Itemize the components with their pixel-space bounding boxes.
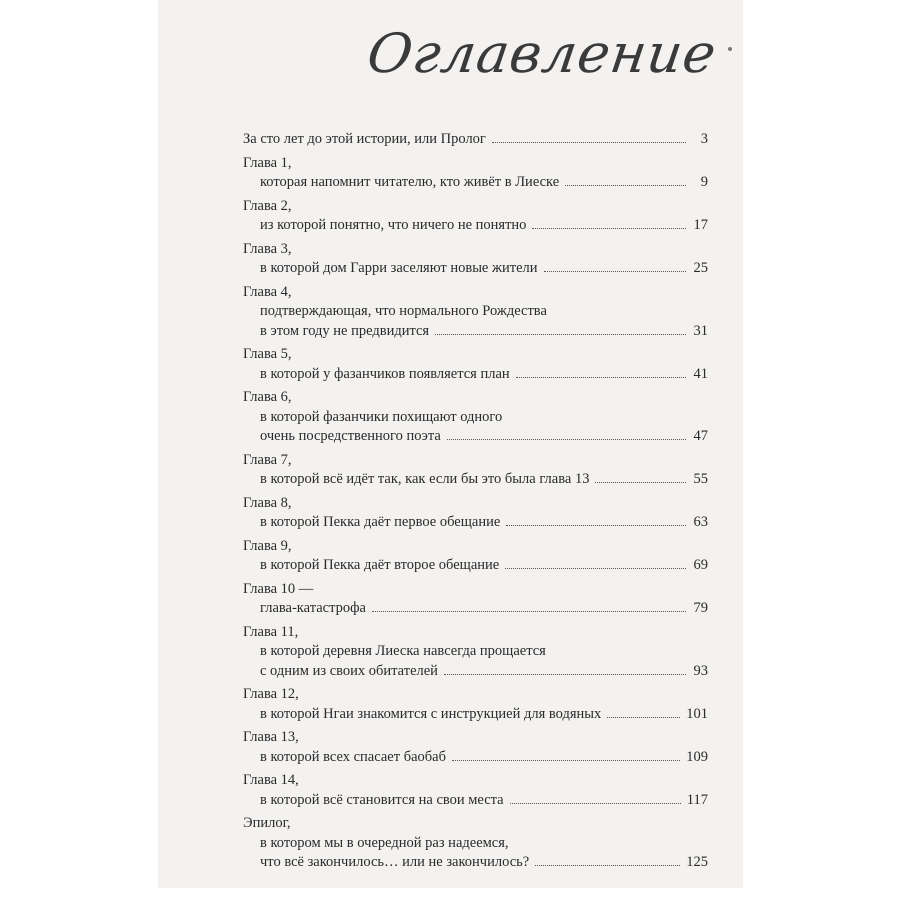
dot-leader xyxy=(595,482,686,483)
toc-entry-text: в которой Пекка даёт второе обещание xyxy=(260,557,500,573)
toc-entry-text: в которой дом Гарри заселяют новые жители xyxy=(260,260,538,276)
page-number: 55 xyxy=(693,471,708,487)
toc-entry-subtitle-line xyxy=(243,302,708,322)
toc-entry-subtitle-line xyxy=(243,259,708,279)
toc-entry-subtitle-line xyxy=(243,834,708,854)
dot-leader xyxy=(607,717,680,718)
toc-entry-heading-line xyxy=(243,728,708,748)
page-number: 109 xyxy=(686,748,708,765)
toc-entry xyxy=(243,345,708,384)
toc-entry-text: Глава 1, xyxy=(243,154,292,171)
page-number: 101 xyxy=(686,705,708,722)
toc-entry xyxy=(243,154,708,193)
toc-entry-text: очень посредственного поэта xyxy=(260,428,441,444)
toc-entry-text: Глава 5, xyxy=(243,346,292,362)
dot-leader xyxy=(506,525,686,526)
toc-entry-subtitle-line xyxy=(243,599,708,619)
toc-entry xyxy=(243,728,708,767)
toc-entry-subtitle-line xyxy=(243,427,708,447)
toc-entry-heading-line xyxy=(243,623,708,643)
toc-entry xyxy=(243,130,708,150)
toc-entry-heading-line xyxy=(243,814,708,834)
toc-entry-text: Глава 3, xyxy=(243,240,292,257)
toc-entry-heading-line xyxy=(243,345,708,365)
toc-entry xyxy=(243,197,708,236)
toc-entry-subtitle-line xyxy=(243,173,708,193)
toc-entry-text: в которой фазанчики похищают одного xyxy=(260,408,503,425)
toc-entry xyxy=(243,494,708,533)
toc-entry-text: в которой всё становится на свои места xyxy=(260,791,504,808)
page-number: 117 xyxy=(686,791,708,808)
toc-entry-text: с одним из своих обитателей xyxy=(260,662,438,679)
toc-entry-subtitle-line xyxy=(243,470,708,490)
decorative-dot xyxy=(728,47,732,51)
page-number: 69 xyxy=(693,557,708,573)
toc-entry-subtitle-line xyxy=(243,662,708,682)
toc-entry xyxy=(243,623,708,682)
toc-entry-text: в которой всё идёт так, как если бы это была глава 13 xyxy=(260,471,590,487)
page-number: 31 xyxy=(693,322,708,339)
page-number: 79 xyxy=(693,600,708,616)
toc-entry-text: в котором мы в очередной раз надеемся, xyxy=(260,834,509,851)
dot-leader xyxy=(492,142,686,143)
toc-entry-heading-line xyxy=(243,388,708,408)
toc-entry-subtitle-line xyxy=(243,365,708,385)
toc-entry xyxy=(243,685,708,724)
page-number: 3 xyxy=(700,131,708,147)
dot-leader xyxy=(532,228,686,229)
toc-entry-text: которая напомнит читателю, кто живёт в Лиеске xyxy=(260,174,560,190)
toc-entry-text: в которой деревня Лиеска навсегда прощается xyxy=(260,643,546,659)
toc-entry-text: Глава 4, xyxy=(243,283,292,300)
page-number: 63 xyxy=(693,514,708,530)
toc-entry-text: из которой понятно, что ничего не понятно xyxy=(260,217,527,233)
toc-entry-text: Глава 10 — xyxy=(243,580,314,597)
toc-entry-text: За сто лет до этой истории, или Пролог xyxy=(243,131,486,147)
page-number: 25 xyxy=(693,260,708,276)
dot-leader xyxy=(535,865,680,866)
page-number: 47 xyxy=(693,428,708,444)
toc-entry-text: Эпилог, xyxy=(243,815,291,831)
toc-entry-text: Глава 13, xyxy=(243,729,299,745)
dot-leader xyxy=(510,803,681,804)
toc-entry-heading-line xyxy=(243,283,708,303)
page-number: 9 xyxy=(700,174,708,190)
toc-entry-text: в которой у фазанчиков появляется план xyxy=(260,365,510,382)
page-title: Оглавление xyxy=(363,22,721,85)
dot-leader xyxy=(452,760,680,761)
page-number: 125 xyxy=(686,854,708,870)
toc-entry-subtitle-line xyxy=(243,791,708,811)
toc-entry-subtitle-line xyxy=(243,216,708,236)
toc-entry-subtitle-line xyxy=(243,556,708,576)
toc-entry xyxy=(243,388,708,447)
toc-entry-heading-line xyxy=(243,154,708,174)
toc-entry-subtitle-line xyxy=(243,322,708,342)
toc-entry-heading-line xyxy=(243,537,708,557)
toc-entry-subtitle-line xyxy=(243,408,708,428)
toc-entry-heading-line xyxy=(243,580,708,600)
toc-entry-text: подтверждающая, что нормального Рождества xyxy=(260,303,547,319)
toc-entry-text: в которой Нгаи знакомится с инструкцией для водяных xyxy=(260,705,602,722)
toc-entry xyxy=(243,451,708,490)
toc-entry-subtitle-line xyxy=(243,748,708,768)
toc-entry-heading-line xyxy=(243,240,708,260)
toc-entry-subtitle-line xyxy=(243,853,708,873)
toc-entry-text: глава-катастрофа xyxy=(260,600,366,616)
dot-leader xyxy=(447,439,686,440)
toc-entry-text: Глава 14, xyxy=(243,772,299,788)
toc-entry-text: Глава 11, xyxy=(243,623,299,640)
toc-entry-heading-line xyxy=(243,494,708,514)
toc-entry-text: Глава 12, xyxy=(243,686,299,702)
toc-entry-subtitle-line xyxy=(243,642,708,662)
dot-leader xyxy=(372,611,686,612)
table-of-contents xyxy=(243,130,708,877)
toc-entry xyxy=(243,814,708,873)
toc-entry-text: Глава 9, xyxy=(243,537,292,554)
toc-entry-text: Глава 8, xyxy=(243,494,292,511)
dot-leader xyxy=(505,568,686,569)
dot-leader xyxy=(565,185,686,186)
dot-leader xyxy=(435,334,686,335)
page-number: 93 xyxy=(693,662,708,679)
toc-entry-text: в которой всех спасает баобаб xyxy=(260,748,446,765)
toc-entry-text: Глава 6, xyxy=(243,389,292,405)
page-number: 17 xyxy=(693,217,708,233)
dot-leader xyxy=(444,674,686,675)
toc-entry xyxy=(243,240,708,279)
toc-entry xyxy=(243,580,708,619)
toc-entry xyxy=(243,283,708,342)
toc-entry-heading-line xyxy=(243,685,708,705)
toc-entry-text: Глава 7, xyxy=(243,451,292,468)
dot-leader xyxy=(516,377,686,378)
toc-entry xyxy=(243,537,708,576)
toc-entry-text: в этом году не предвидится xyxy=(260,322,430,339)
toc-entry-heading-line xyxy=(243,451,708,471)
toc-entry-text: что всё закончилось… или не закончилось? xyxy=(260,854,530,870)
dot-leader xyxy=(544,271,686,272)
page-number: 41 xyxy=(693,365,708,382)
toc-entry-subtitle-line xyxy=(243,513,708,533)
toc-entry-heading-line xyxy=(243,771,708,791)
toc-entry xyxy=(243,771,708,810)
toc-entry-heading-line xyxy=(243,197,708,217)
toc-entry-subtitle-line xyxy=(243,705,708,725)
toc-entry-text: Глава 2, xyxy=(243,197,292,214)
toc-entry-heading-line xyxy=(243,130,708,150)
toc-entry-text: в которой Пекка даёт первое обещание xyxy=(260,514,501,530)
